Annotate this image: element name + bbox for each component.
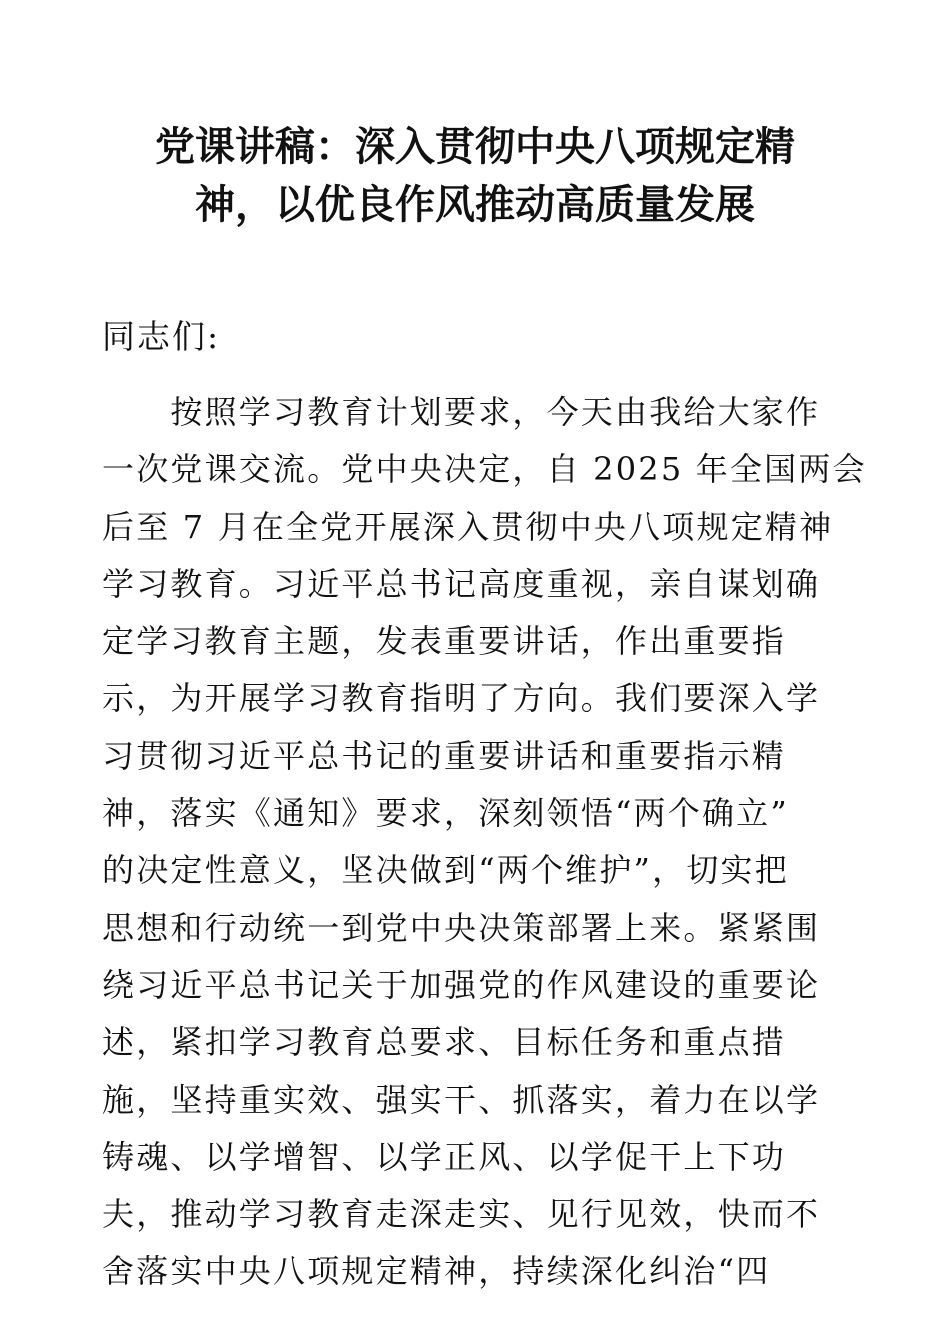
paragraph-line: 绕习近平总书记关于加强党的作风建设的重要论 (102, 965, 821, 1004)
paragraph-line: 述，紧扣学习教育总要求、目标任务和重点措 (102, 1023, 787, 1062)
paragraph-line: 一次党课交流。党中央决定，自 2025 年全国两会 (102, 450, 867, 489)
document-title (100, 118, 850, 234)
paragraph-line: 铸魂、以学增智、以学正风、以学促干上下功 (102, 1137, 787, 1176)
body-paragraph (102, 384, 867, 1301)
salutation: 同志们: (102, 317, 221, 356)
paragraph-line: 的决定性意义，坚决做到“两个维护”，切实把 (102, 851, 789, 890)
title-line-1: 党课讲稿：深入贯彻中央八项规定精 (155, 123, 795, 170)
paragraph-line: 后至 7 月在全党开展深入贯彻中央八项规定精神 (102, 507, 834, 546)
paragraph-line: 按照学习教育计划要求，今天由我给大家作 (102, 393, 821, 431)
paragraph-line: 夫，推动学习教育走深走实、见行见效，快而不 (102, 1195, 821, 1234)
paragraph-line: 舍落实中央八项规定精神，持续深化纠治“四 (102, 1252, 771, 1291)
paragraph-line: 定学习教育主题，发表重要讲话，作出重要指 (102, 622, 787, 661)
paragraph-line: 学习教育。习近平总书记高度重视，亲自谋划确 (102, 564, 821, 603)
paragraph-line: 施，坚持重实效、强实干、抓落实，着力在以学 (102, 1080, 821, 1119)
title-line-2: 神，以优良作风推动高质量发展 (195, 181, 755, 228)
paragraph-line: 习贯彻习近平总书记的重要讲话和重要指示精 (102, 736, 787, 775)
paragraph-line: 思想和行动统一到党中央决策部署上来。紧紧围 (102, 908, 821, 947)
paragraph-line: 示，为开展学习教育指明了方向。我们要深入学 (102, 679, 821, 718)
paragraph-line: 神，落实《通知》要求，深刻领悟“两个确立” (102, 794, 789, 833)
